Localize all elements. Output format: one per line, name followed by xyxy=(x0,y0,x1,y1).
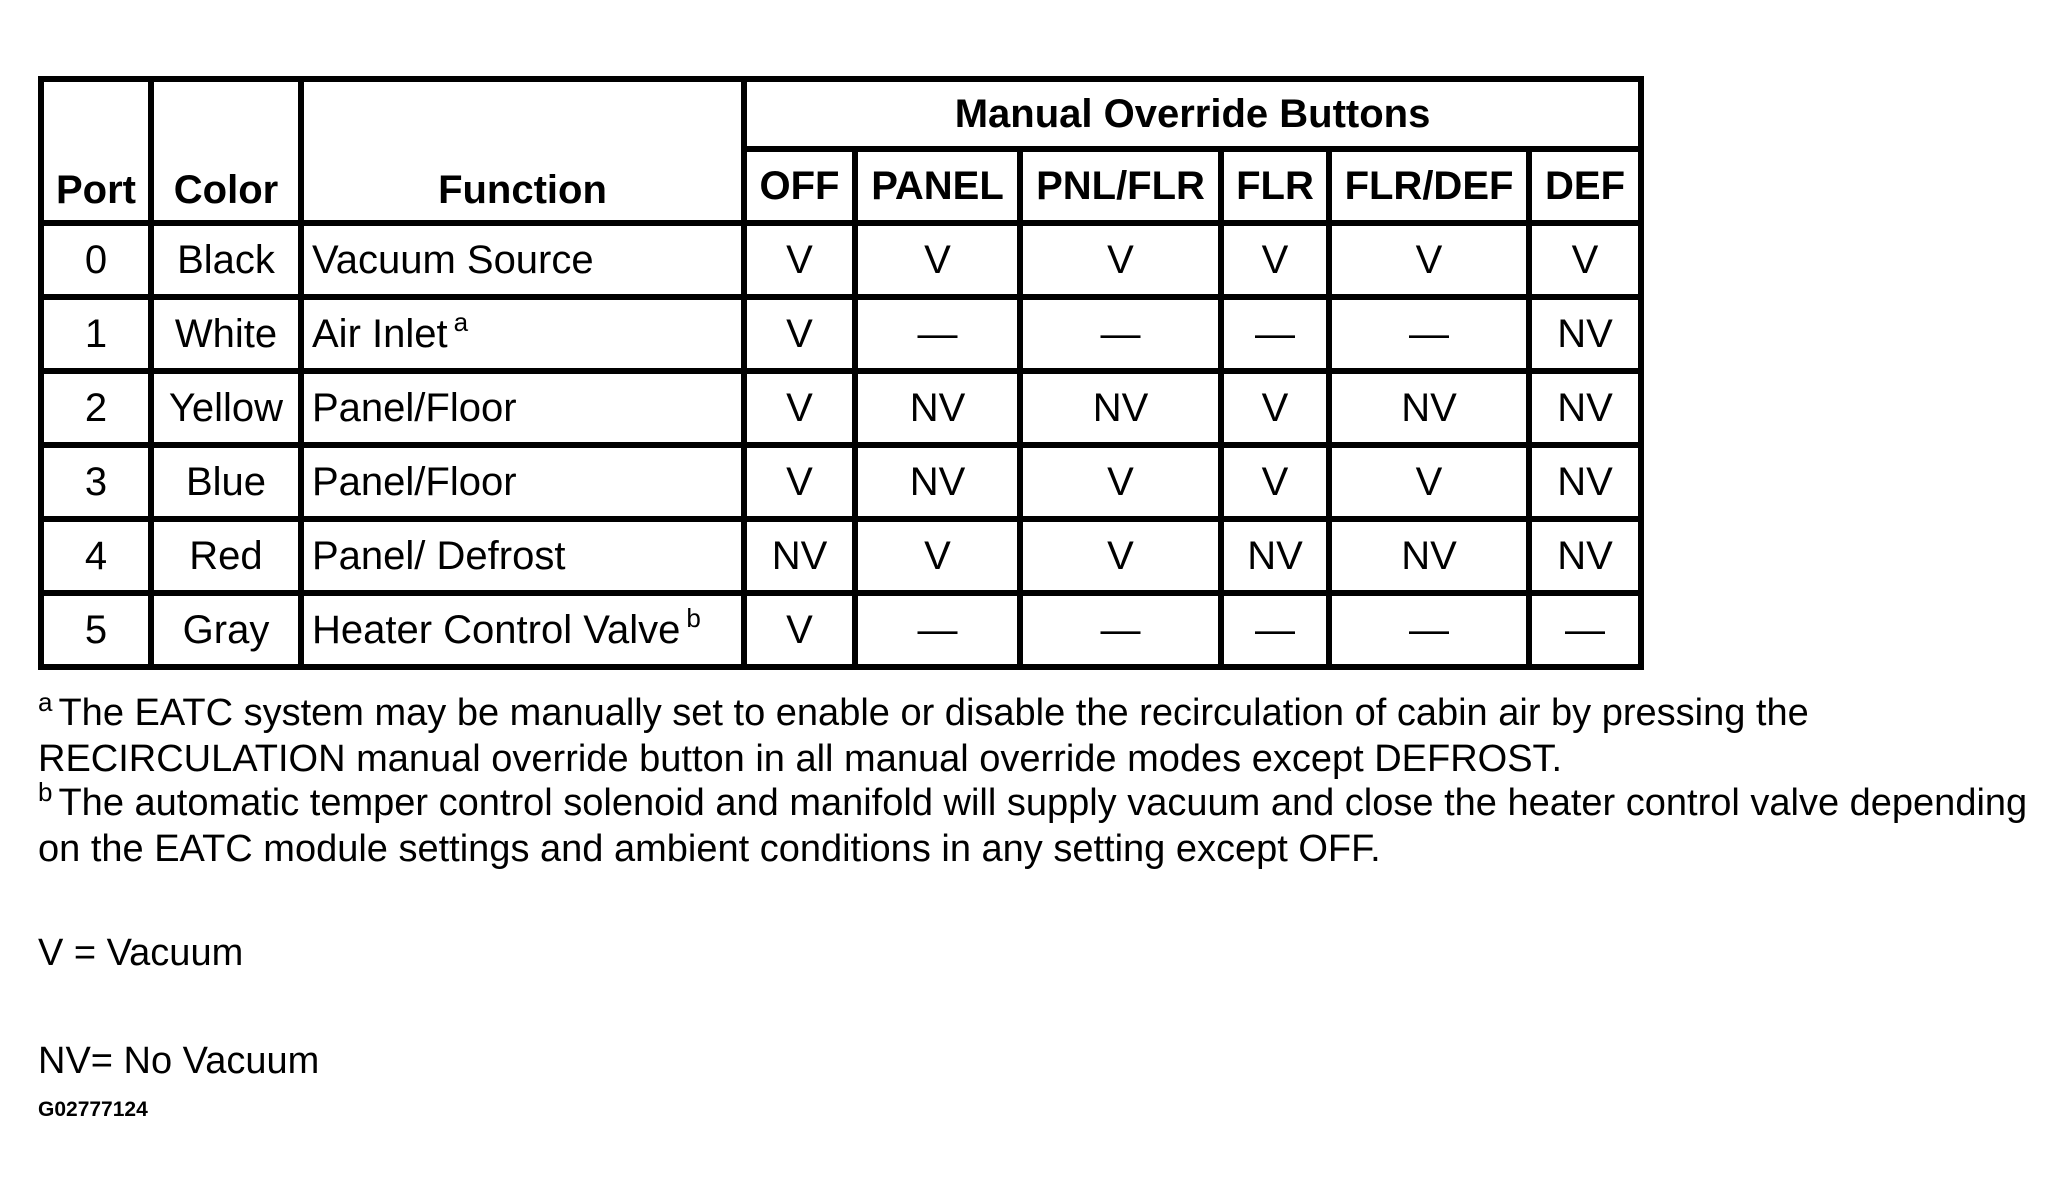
vacuum-state-cell: NV xyxy=(744,519,855,593)
table-row xyxy=(41,445,1641,519)
vacuum-state-cell: V xyxy=(744,445,855,519)
vacuum-state-cell: V xyxy=(744,371,855,445)
function-label: Panel/ Defrost xyxy=(312,534,566,578)
vacuum-state-cell: — xyxy=(1329,297,1529,371)
table-row xyxy=(41,223,1641,297)
vacuum-state-cell: V xyxy=(744,297,855,371)
header-function: Function xyxy=(301,79,744,223)
vacuum-state-cell: V xyxy=(1020,223,1221,297)
header-button-pnl-flr: PNL/FLR xyxy=(1020,149,1221,223)
footnote-reference: a xyxy=(453,307,469,337)
header-button-def: DEF xyxy=(1529,149,1641,223)
table-body xyxy=(41,223,1641,667)
footnote-a xyxy=(38,687,2028,782)
vacuum-state-cell: — xyxy=(1221,593,1329,667)
vacuum-state-cell: NV xyxy=(855,445,1020,519)
table-row xyxy=(41,519,1641,593)
function-label: Air Inlet xyxy=(312,312,448,356)
vacuum-state-cell: NV xyxy=(1329,371,1529,445)
footnote-a-mark: a xyxy=(38,687,53,717)
header-manual-override-buttons: Manual Override Buttons xyxy=(744,79,1641,149)
function-cell xyxy=(301,593,744,667)
vacuum-state-cell: — xyxy=(1020,593,1221,667)
function-label: Heater Control Valve xyxy=(312,608,681,652)
vacuum-state-cell: — xyxy=(855,297,1020,371)
header-color: Color xyxy=(151,79,301,223)
vacuum-state-cell: NV xyxy=(855,371,1020,445)
table-row xyxy=(41,593,1641,667)
port-cell: 1 xyxy=(41,297,151,371)
header-button-flr: FLR xyxy=(1221,149,1329,223)
vacuum-state-cell: NV xyxy=(1329,519,1529,593)
function-cell xyxy=(301,223,744,297)
function-cell xyxy=(301,297,744,371)
vacuum-state-cell: NV xyxy=(1020,371,1221,445)
vacuum-state-cell: V xyxy=(855,519,1020,593)
color-cell: Gray xyxy=(151,593,301,667)
color-cell: Red xyxy=(151,519,301,593)
vacuum-state-cell: V xyxy=(1020,519,1221,593)
port-cell: 3 xyxy=(41,445,151,519)
vacuum-state-cell: V xyxy=(1329,223,1529,297)
vacuum-state-cell: NV xyxy=(1221,519,1329,593)
vacuum-state-cell: — xyxy=(1020,297,1221,371)
vacuum-state-cell: V xyxy=(1221,445,1329,519)
function-label: Panel/Floor xyxy=(312,460,517,504)
header-button-panel: PANEL xyxy=(855,149,1020,223)
header-button-flr-def: FLR/DEF xyxy=(1329,149,1529,223)
vacuum-state-cell: V xyxy=(1020,445,1221,519)
vacuum-state-cell: V xyxy=(1529,223,1641,297)
port-cell: 4 xyxy=(41,519,151,593)
port-cell: 2 xyxy=(41,371,151,445)
color-cell: Yellow xyxy=(151,371,301,445)
header-port: Port xyxy=(41,79,151,223)
vacuum-state-cell: V xyxy=(1329,445,1529,519)
footnote-b-text: The automatic temper control solenoid and manifold will supply vacuum and close the heater control valve depending on the EATC module settings and ambient conditions in any setting except OFF. xyxy=(38,782,2028,870)
port-cell: 0 xyxy=(41,223,151,297)
legend-vacuum: V = Vacuum xyxy=(38,932,244,974)
header-button-off: OFF xyxy=(744,149,855,223)
color-cell: Blue xyxy=(151,445,301,519)
table-row xyxy=(41,371,1641,445)
color-cell: White xyxy=(151,297,301,371)
vacuum-state-cell: — xyxy=(1329,593,1529,667)
function-cell xyxy=(301,519,744,593)
vacuum-state-cell: — xyxy=(1529,593,1641,667)
vacuum-state-cell: V xyxy=(855,223,1020,297)
function-cell xyxy=(301,371,744,445)
vacuum-state-cell: V xyxy=(1221,371,1329,445)
legend-no-vacuum: NV= No Vacuum xyxy=(38,1040,320,1082)
vacuum-state-cell: NV xyxy=(1529,519,1641,593)
function-cell xyxy=(301,445,744,519)
footnote-b xyxy=(38,777,2028,872)
color-cell: Black xyxy=(151,223,301,297)
vacuum-state-cell: V xyxy=(1221,223,1329,297)
function-label: Vacuum Source xyxy=(312,238,594,282)
vacuum-port-table xyxy=(38,76,1644,670)
function-label: Panel/Floor xyxy=(312,386,517,430)
vacuum-state-cell: NV xyxy=(1529,297,1641,371)
footnote-reference: b xyxy=(686,603,701,633)
vacuum-state-cell: V xyxy=(744,593,855,667)
vacuum-state-cell: V xyxy=(744,223,855,297)
vacuum-state-cell: — xyxy=(1221,297,1329,371)
port-cell: 5 xyxy=(41,593,151,667)
footnote-a-text: The EATC system may be manually set to enable or disable the recirculation of cabin air by pressing the RECIRCULATION manual override button in all manual override modes except DEFROST. xyxy=(38,692,1809,780)
vacuum-state-cell: NV xyxy=(1529,445,1641,519)
table-row xyxy=(41,297,1641,371)
vacuum-state-cell: NV xyxy=(1529,371,1641,445)
figure-id: G02777124 xyxy=(38,1098,148,1121)
vacuum-state-cell: — xyxy=(855,593,1020,667)
footnote-b-mark: b xyxy=(38,777,53,807)
